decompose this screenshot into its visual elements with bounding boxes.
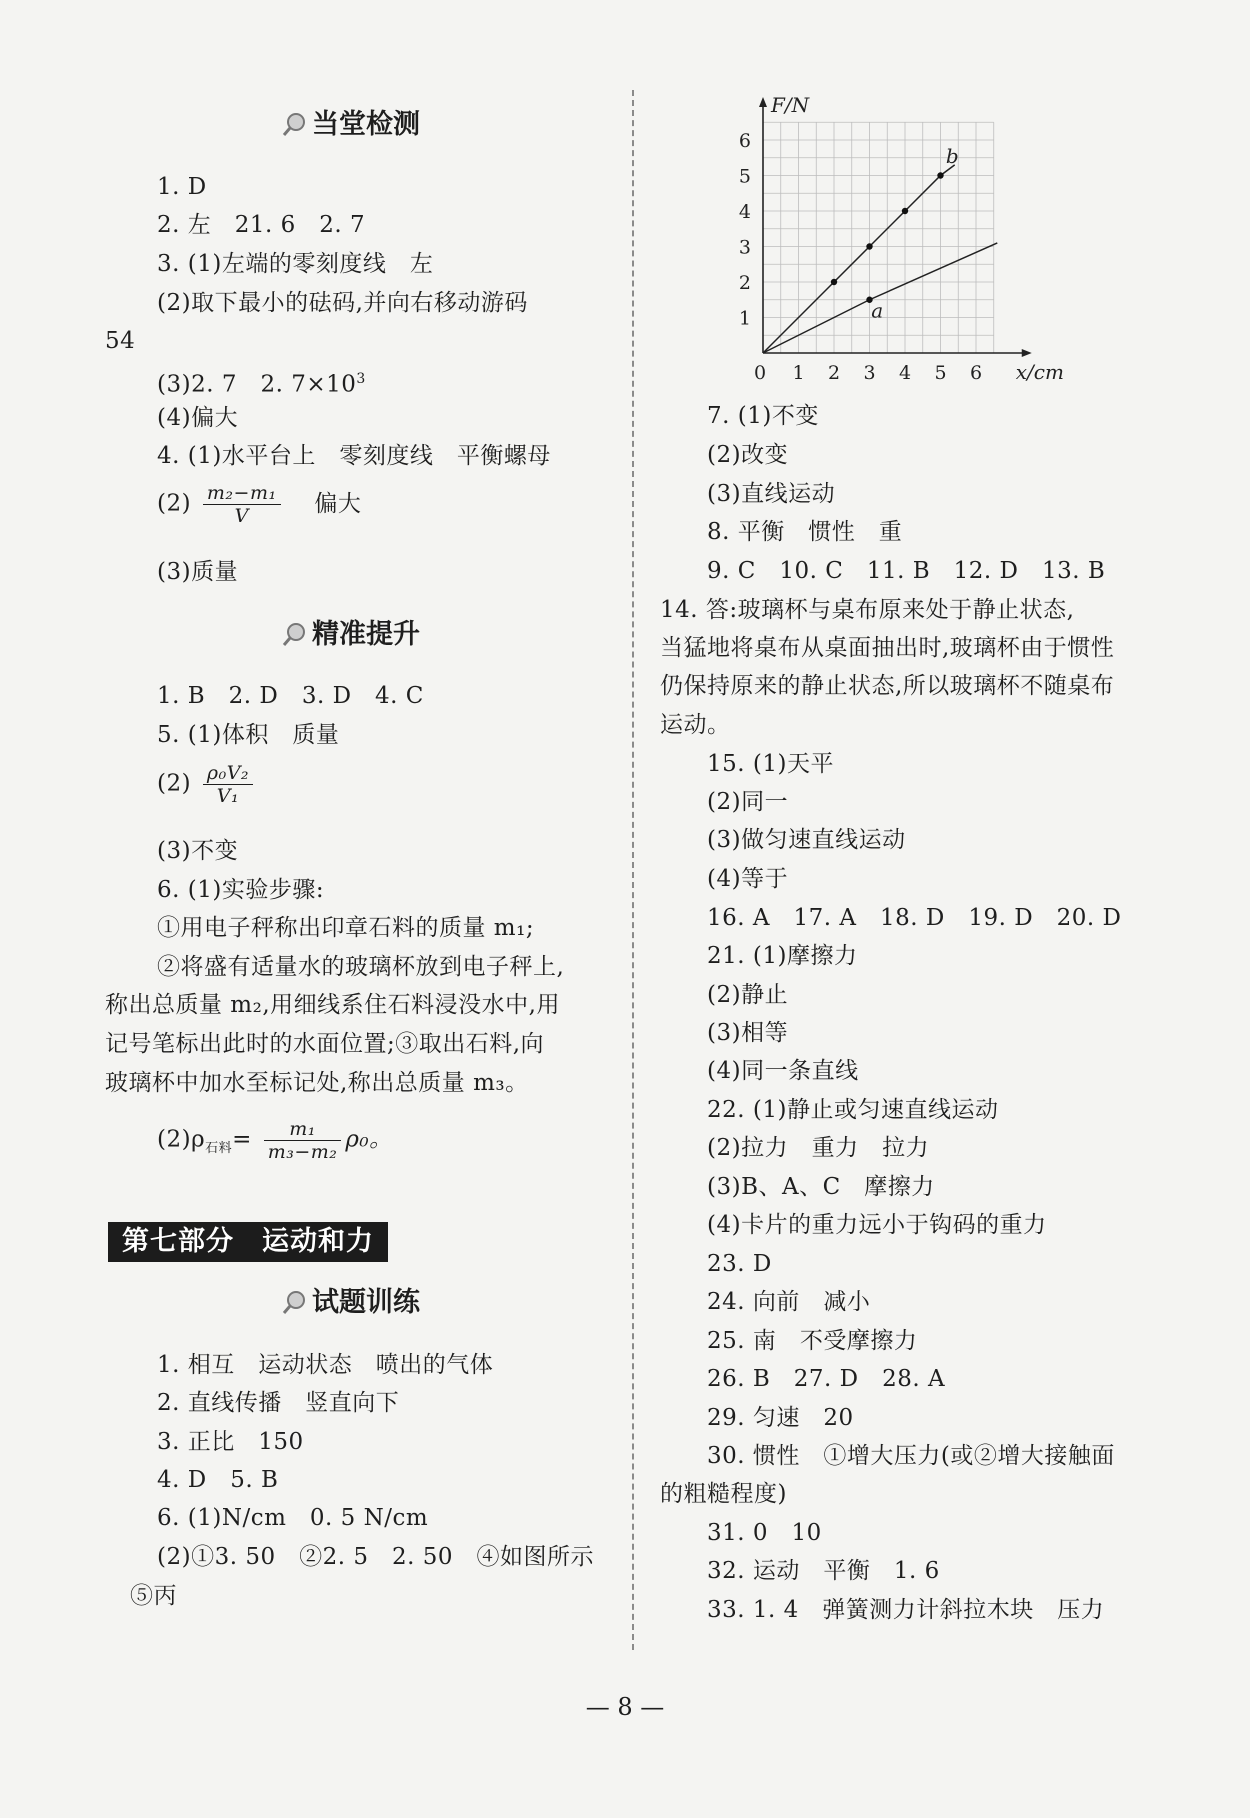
- column-divider: [632, 90, 634, 1650]
- data-point-b: [902, 208, 908, 214]
- answer-line: 1. D: [157, 174, 207, 200]
- magnifier-icon: [282, 621, 308, 647]
- series-label-a: a: [871, 298, 884, 323]
- series-label-b: b: [945, 144, 959, 169]
- answer-line: 6. (1)实验步骤:: [157, 877, 325, 903]
- x-tick-label: 1: [792, 362, 805, 384]
- answer-line: 32. 运动 平衡 1. 6: [707, 1558, 940, 1584]
- y-axis-label: F/N: [771, 93, 810, 117]
- data-point-b: [866, 243, 872, 249]
- data-point-b: [937, 172, 943, 178]
- answer-line: ⑤丙: [130, 1583, 177, 1609]
- answer-line: 25. 南 不受摩擦力: [707, 1328, 918, 1354]
- y-tick-label: 2: [738, 272, 751, 294]
- y-tick-label: 3: [738, 236, 751, 259]
- answer-line: 14. 答:玻璃杯与桌布原来处于静止状态,: [660, 597, 1075, 623]
- answer-line: 当猛地将桌布从桌面抽出时,玻璃杯由于惯性: [660, 635, 1115, 661]
- answer-line: 5. (1)体积 质量: [157, 722, 340, 748]
- x-tick-label: 0: [753, 362, 767, 384]
- answer-line: 记号笔标出此时的水面位置;③取出石料,向: [105, 1031, 545, 1057]
- page-number: — 8 —: [585, 1693, 665, 1721]
- answer-line: 8. 平衡 惯性 重: [707, 519, 903, 545]
- answer-line: (4)同一条直线: [707, 1058, 859, 1084]
- answer-line: 54: [105, 328, 136, 354]
- section-title-shiti: 试题训练: [282, 1286, 420, 1320]
- x-tick-label: 6: [969, 362, 983, 384]
- answer-line: 22. (1)静止或匀速直线运动: [707, 1097, 999, 1123]
- answer-line: 26. B 27. D 28. A: [707, 1366, 946, 1392]
- answer-line: (2)改变: [707, 442, 789, 468]
- answer-line: 2. 直线传播 竖直向下: [157, 1390, 400, 1416]
- answer-line: (2)静止: [707, 982, 789, 1008]
- x-tick-label: 4: [898, 362, 912, 384]
- answer-line: 的粗糙程度): [660, 1481, 787, 1507]
- fraction: $\frac{\text{m₂−m₁}}{V}$: [203, 482, 281, 527]
- answer-line: 4. (1)水平台上 零刻度线 平衡螺母: [157, 443, 551, 469]
- answer-line: 仍保持原来的静止状态,所以玻璃杯不随桌布: [660, 673, 1115, 699]
- answer-line: 24. 向前 减小: [707, 1289, 871, 1315]
- data-point-b: [831, 279, 837, 285]
- answer-line: 1. B 2. D 3. D 4. C: [157, 683, 424, 709]
- answer-line: 7. (1)不变: [707, 403, 819, 429]
- answer-line: (2)取下最小的砝码,并向右移动游码: [157, 290, 528, 316]
- answer-line: (3)相等: [707, 1020, 789, 1046]
- answer-line: (2)①3. 50 ②2. 5 2. 50 ④如图所示: [157, 1544, 595, 1570]
- answer-line: (4)卡片的重力远小于钩码的重力: [707, 1212, 1047, 1238]
- answer-line: (3)B、A、C 摩擦力: [707, 1174, 935, 1200]
- answer-line: (2)同一: [707, 789, 789, 815]
- answer-line: (2)拉力 重力 拉力: [707, 1135, 930, 1161]
- answer-line: 30. 惯性 ①增大压力(或②增大接触面: [707, 1443, 1115, 1469]
- y-tick-label: 1: [738, 307, 751, 330]
- answer-line: 29. 匀速 20: [707, 1405, 854, 1431]
- answer-line: 33. 1. 4 弹簧测力计斜拉木块 压力: [707, 1597, 1105, 1623]
- answer-line: 15. (1)天平: [707, 751, 834, 777]
- answer-line: 16. A 17. A 18. D 19. D 20. D: [707, 905, 1122, 931]
- y-tick-label: 4: [738, 201, 751, 223]
- answer-line: 23. D: [707, 1251, 772, 1277]
- y-tick-label: 6: [738, 130, 751, 152]
- answer-line: ②将盛有适量水的玻璃杯放到电子秤上,: [157, 954, 565, 980]
- answer-line: 玻璃杯中加水至标记处,称出总质量 m₃。: [105, 1070, 529, 1096]
- answer-line: ①用电子秤称出印章石料的质量 m₁;: [157, 915, 535, 941]
- answer-line-fraction: $(2)\rho_{石料}=$ $\frac{\text{m₁}}{\text{m₃−m₂}}$ ρ₀。: [157, 1118, 393, 1163]
- answer-line: (3)做匀速直线运动: [707, 827, 906, 853]
- magnifier-icon: [282, 111, 308, 137]
- answer-line: (4)等于: [707, 866, 789, 892]
- fraction: $\frac{\text{ρ₀V₂}}{\text{V₁}}$: [203, 762, 253, 807]
- answer-line: 31. 0 10: [707, 1520, 822, 1546]
- part-title: 第七部分 运动和力: [108, 1222, 388, 1262]
- answer-line: 3. (1)左端的零刻度线 左: [157, 251, 434, 277]
- y-tick-label: 5: [738, 165, 751, 188]
- answer-line: 4. D 5. B: [157, 1467, 279, 1493]
- x-axis-arrow: [1022, 349, 1032, 357]
- section-title-dangtang: 当堂检测: [282, 108, 420, 142]
- answer-line: 6. (1)N/cm 0. 5 N/cm: [157, 1505, 429, 1531]
- answer-line: 2. 左 21. 6 2. 7: [157, 212, 366, 238]
- x-tick-label: 2: [827, 362, 841, 384]
- answer-line: 9. C 10. C 11. B 12. D 13. B: [707, 558, 1106, 584]
- answer-line: 称出总质量 m₂,用细线系住石料浸没水中,用: [105, 992, 560, 1018]
- y-axis-arrow: [759, 97, 767, 107]
- answer-line: (3)质量: [157, 559, 239, 585]
- answer-line-fraction: (2) $\frac{\text{ρ₀V₂}}{\text{V₁}}$: [157, 762, 257, 807]
- fraction: $\frac{\text{m₁}}{\text{m₃−m₂}}$: [264, 1118, 342, 1163]
- answer-line: (3)直线运动: [707, 481, 836, 507]
- answer-line: 1. 相互 运动状态 喷出的气体: [157, 1352, 494, 1378]
- answer-line: 21. (1)摩擦力: [707, 943, 858, 969]
- force-extension-chart: [730, 93, 1064, 395]
- answer-line: (3)不变: [157, 838, 239, 864]
- answer-line: (3)2. 7 2. $7\times 10^3$: [157, 371, 366, 398]
- x-tick-label: 5: [934, 362, 947, 384]
- x-tick-label: 3: [863, 362, 876, 384]
- answer-line: 3. 正比 150: [157, 1429, 304, 1455]
- answer-line: 运动。: [660, 712, 731, 738]
- section-title-jingzhun: 精准提升: [282, 618, 420, 652]
- answer-line-fraction: (2) $\frac{\text{m₂−m₁}}{V}$ 偏大: [157, 482, 362, 527]
- x-axis-label: x/cm: [1015, 360, 1064, 384]
- magnifier-icon: [282, 1289, 308, 1315]
- answer-line: (4)偏大: [157, 405, 239, 431]
